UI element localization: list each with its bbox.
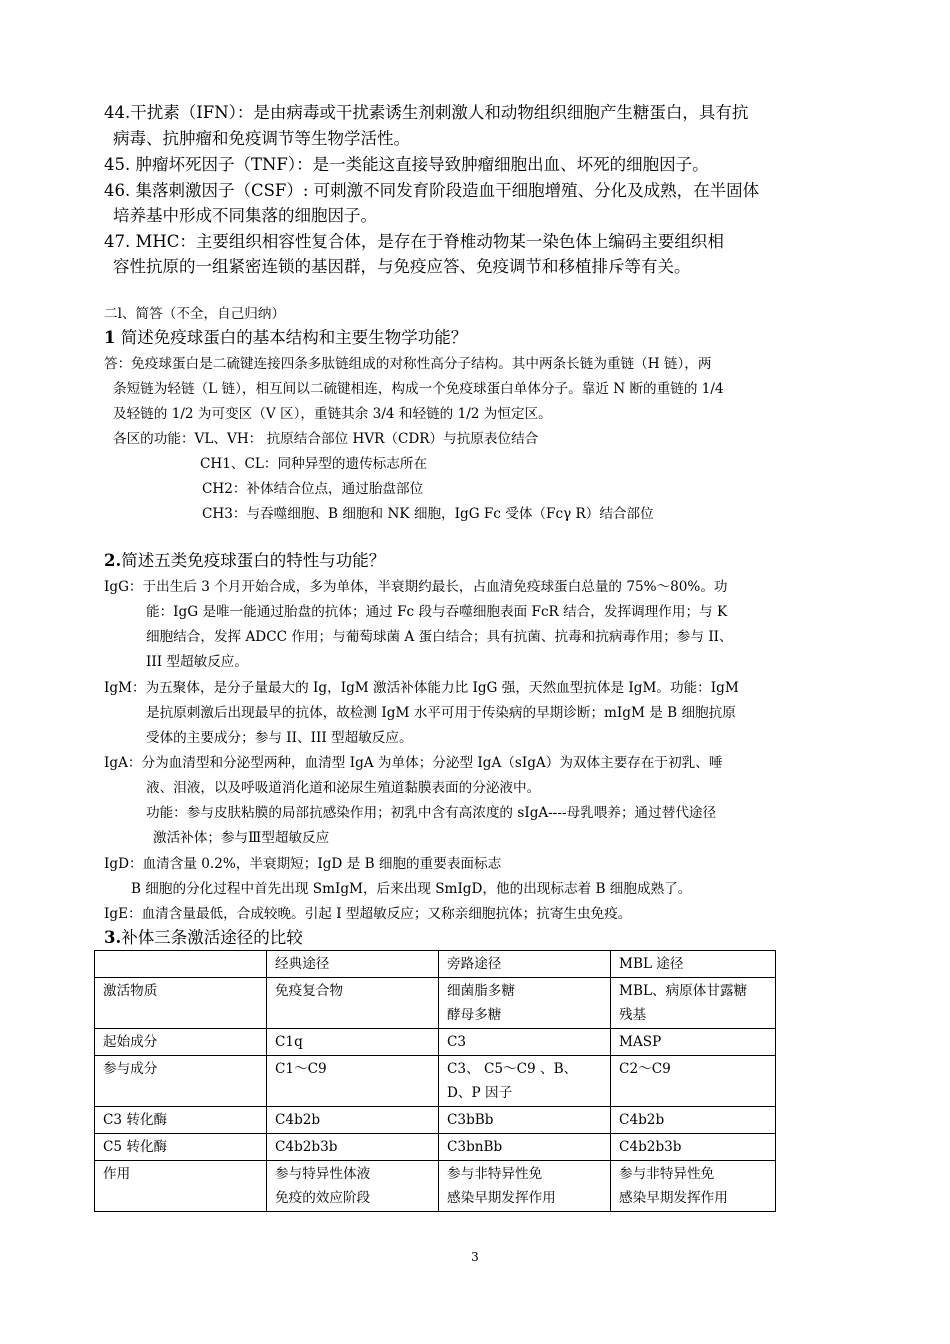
question-1-text: 简述免疫球蛋白的基本结构和主要生物学功能？ [120, 328, 468, 347]
table-cell: 免疫复合物 [267, 978, 439, 1029]
question-2-number: 2. [104, 551, 122, 570]
igm-line: 受体的主要成分；参与 II、III 型超敏反应。 [146, 730, 413, 746]
table-row [95, 1056, 776, 1107]
section-heading: 二l、简答（不全，自己归纳） [104, 306, 286, 322]
question-1-title [104, 325, 467, 350]
iga-line: 功能：参与皮肤粘膜的局部抗感染作用；初乳中含有高浓度的 sIgA----母乳喂养；通过替代途径 [146, 805, 717, 821]
question-1-number: 1 [104, 328, 116, 347]
table-cell: C3bnBb [439, 1134, 611, 1161]
table-header-cell: MBL 途径 [611, 951, 776, 978]
row-label: 起始成分 [95, 1029, 267, 1056]
question-3-title [104, 925, 303, 950]
question-2-title [104, 548, 385, 573]
igm-line: 是抗原刺激后出现最早的抗体，故检测 IgM 水平可用于传染病的早期诊断；mIgM 是 B 细胞抗原 [146, 705, 736, 721]
question-2-text: 简述五类免疫球蛋白的特性与功能？ [121, 551, 386, 570]
iga-line: 液、泪液，以及呼吸道消化道和泌尿生殖道黏膜表面的分泌液中。 [146, 780, 541, 796]
table-row [95, 1161, 776, 1212]
table-row [95, 1029, 776, 1056]
row-label: 作用 [95, 1161, 267, 1212]
region-function-line: CH3：与吞噬细胞、B 细胞和 NK 细胞，IgG Fc 受体（Fcγ R）结合部位 [202, 506, 654, 522]
table-header-cell: 旁路途径 [439, 951, 611, 978]
region-function-line: CH1、CL：同种异型的遗传标志所在 [200, 456, 428, 472]
table-cell: 参与非特异性免 感染早期发挥作用 [439, 1161, 611, 1212]
row-label: C5 转化酶 [95, 1134, 267, 1161]
table-header-row [95, 951, 776, 978]
igg-line: IgG：于出生后 3 个月开始合成，多为单体，半衰期约最长，占血清免疫球蛋白总量的 75%～80%。功 [104, 579, 728, 595]
igg-line: III 型超敏反应。 [146, 654, 248, 670]
table-cell: C4b2b3b [267, 1134, 439, 1161]
definition-45-line1: 45. 肿瘤坏死因子（TNF）：是一类能这直接导致肿瘤细胞出血、坏死的细胞因子。 [104, 155, 709, 174]
igd-line: B 细胞的分化过程中首先出现 SmIgM，后来出现 SmIgD，他的出现标志着 B 细胞成熟了。 [131, 881, 692, 897]
question-1-answer-line: 答：免疫球蛋白是二硫键连接四条多肽链组成的对称性高分子结构。其中两条长链为重链（H 链），两 [104, 356, 712, 372]
question-3-text: 补体三条激活途径的比较 [121, 928, 303, 947]
definition-44-line2: 病毒、抗肿瘤和免疫调节等生物学活性。 [113, 129, 410, 148]
table-cell: C1～C9 [267, 1056, 439, 1107]
row-label: 参与成分 [95, 1056, 267, 1107]
table-cell: C4b2b3b [611, 1134, 776, 1161]
definition-47-line2: 容性抗原的一组紧密连锁的基因群，与免疫应答、免疫调节和移植排斥等有关。 [113, 257, 691, 276]
row-label: 激活物质 [95, 978, 267, 1029]
table-cell: C4b2b [611, 1107, 776, 1134]
region-function-line: 各区的功能：VL、VH： 抗原结合部位 HVR（CDR）与抗原表位结合 [113, 431, 539, 447]
definition-46-line2: 培养基中形成不同集落的细胞因子。 [113, 206, 377, 225]
table-cell: C3 [439, 1029, 611, 1056]
table-cell: C3、 C5～C9 、B、 D、P 因子 [439, 1056, 611, 1107]
ige-line: IgE：血清含量最低，合成较晚。引起 I 型超敏反应；又称亲细胞抗体；抗寄生虫免疫。 [104, 906, 632, 922]
table-cell: 参与非特异性免 感染早期发挥作用 [611, 1161, 776, 1212]
igm-line: IgM：为五聚体，是分子量最大的 Ig，IgM 激活补体能力比 IgG 强，天然血型抗体是 IgM。功能：IgM [104, 680, 739, 696]
iga-line: IgA：分为血清型和分泌型两种，血清型 IgA 为单体；分泌型 IgA（sIgA）为双体主要存在于初乳、唾 [104, 755, 723, 771]
table-cell: 细菌脂多糖 酵母多糖 [439, 978, 611, 1029]
table-row [95, 1134, 776, 1161]
question-1-answer-line: 条短链为轻链（L 链），相互间以二硫键相连，构成一个免疫球蛋白单体分子。靠近 N 断的重链的 1/4 [113, 381, 724, 397]
definition-47-line1: 47. MHC：主要组织相容性复合体，是存在于脊椎动物某一染色体上编码主要组织相 [104, 232, 724, 251]
igg-line: 能：IgG 是唯一能通过胎盘的抗体；通过 Fc 段与吞噬细胞表面 FcR 结合，发挥调理作用；与 K [146, 604, 728, 620]
row-label: C3 转化酶 [95, 1107, 267, 1134]
table-cell: C3bBb [439, 1107, 611, 1134]
table-cell: C4b2b [267, 1107, 439, 1134]
table-cell: MBL、病原体甘露糖 残基 [611, 978, 776, 1029]
question-1-answer-line: 及轻链的 1/2 为可变区（V 区），重链其余 3/4 和轻链的 1/2 为恒定区。 [113, 406, 552, 422]
igg-line: 细胞结合，发挥 ADCC 作用；与葡萄球菌 A 蛋白结合；具有抗菌、抗毒和抗病毒作用；参与 II、 [146, 629, 733, 645]
question-3-number: 3. [104, 928, 122, 947]
definition-44-line1: 44.干扰素（IFN）：是由病毒或干扰素诱生剂刺激人和动物组织细胞产生糖蛋白，具有抗 [104, 103, 749, 122]
table-header-cell: 经典途径 [267, 951, 439, 978]
table-row [95, 978, 776, 1029]
table-cell: C2～C9 [611, 1056, 776, 1107]
page-number: 3 [471, 1250, 479, 1264]
igd-line: IgD：血清含量 0.2%，半衰期短；IgD 是 B 细胞的重要表面标志 [104, 856, 502, 872]
iga-line: 激活补体；参与Ⅲ型超敏反应 [153, 830, 330, 846]
definition-46-line1: 46. 集落刺激因子（CSF）: 可刺激不同发育阶段造血干细胞增殖、分化及成熟，在半固体 [104, 181, 760, 200]
table-header-cell [95, 951, 267, 978]
table-cell: 参与特异性体液 免疫的效应阶段 [267, 1161, 439, 1212]
table-cell: MASP [611, 1029, 776, 1056]
table-cell: C1q [267, 1029, 439, 1056]
complement-pathway-table [94, 950, 776, 1212]
table-row [95, 1107, 776, 1134]
region-function-line: CH2：补体结合位点，通过胎盘部位 [202, 481, 424, 497]
